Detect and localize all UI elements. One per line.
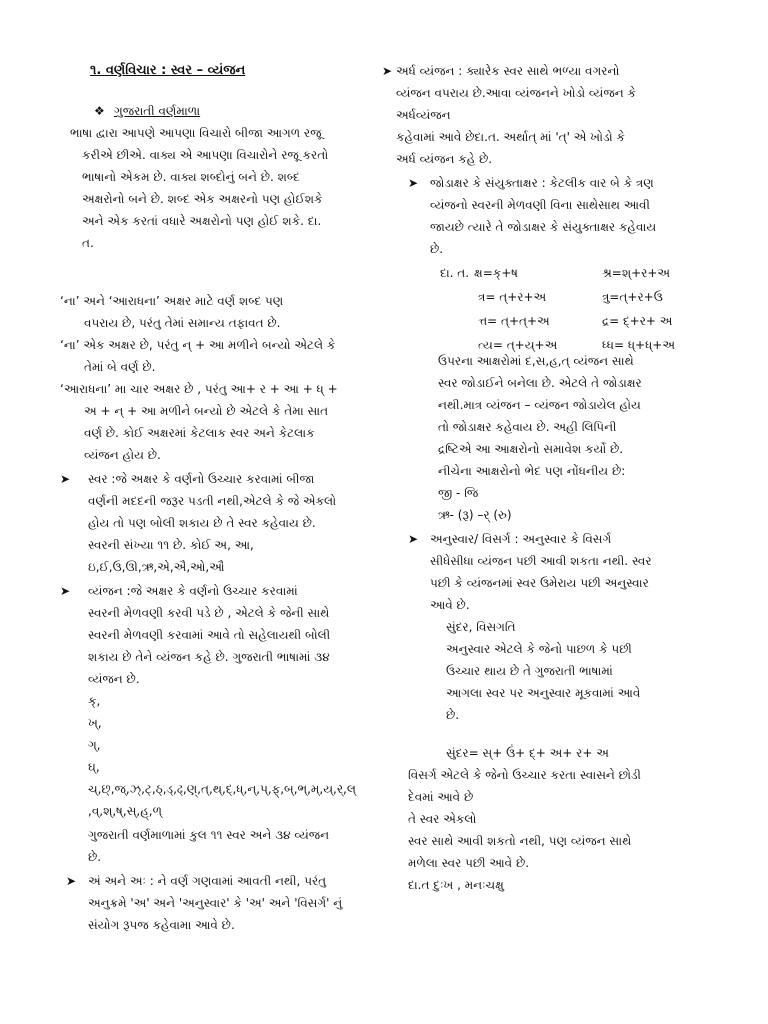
diamond-bullet-icon: ❖ <box>94 104 105 118</box>
arrow-bullet-icon: ➤ <box>408 176 419 190</box>
conjunct-grid: ક્ષ=ક્+ષ શ્ર=શ્+ર+અ ત્ર= ત્+ર+અ ત્રુ=ત્+ર+ઉ ત્ત= ત્+ત્+અ દ્ર= દ્+ર+ અ ત્ય= ત્+ય્+અ ધ્ધ= ધ્+ધ્+અ <box>474 266 675 352</box>
visarg-explanation: વિસર્ગ એટલે કે જેનો ઉચ્ચાર કરતા સ્વાસને છોડી દેવમાં આવે છે તે સ્વર એકલો સ્વર સાથે આવી શકતો નથી, પણ વ્યંજન સાથે મળેલા સ્વર પછી આવે છે. દા.ત દુઃખ , મનઃચક્ષુ <box>408 768 641 892</box>
summary-line: ગુજરાતી વર્ણમાળામાં કુલ ૧૧ સ્વર અને ૩૪ વ્યંજન છે. <box>88 828 330 864</box>
subheading: ❖ ગુજરાતી વર્ણમાળા <box>114 100 432 122</box>
conjunct-examples: દા. ત. ક્ષ=ક્+ષ શ્ર=શ્+ર+અ ત્ર= ત્+ર+અ ત્રુ=ત્+ર+ઉ ત્ત= ત્+ત્+અ દ્ર= દ્+ર+ અ ત્ય= ત્+ય્+અ ધ્ધ= ધ્+ધ્+અ <box>440 262 758 356</box>
swar-definition: ➤ સ્વર :જે અક્ષર કે વર્ણનો ઉચ્ચાર કરવામાં બીજા વર્ણની મદદની જરૂર પડતી નથી,એટલે કે જે એકલો હોય તો પણ બોલી શકાય છે તે સ્વર કહેવાય છે. સ્વરની સંખ્યા ૧૧ છે. કોઈ અ, આ, ઇ,ઈ,ઉ,ઊ,ઋ,એ,ઐ,ઓ,ઔ <box>88 468 406 578</box>
arrow-bullet-icon: ➤ <box>382 64 393 78</box>
intro-paragraph: ભાષા દ્વારા આપણે આપણા વિચારો બીજા આગળ રજૂ કરીએ છીએ. વાક્ય એ આપણા વિચારોને રજૂ કરતો ભાષાનો એકમ છે. વાક્ય શબ્દોનું બને છે. શબ્દ અક્ષરોનો બને છે. શબ્દ એક અક્ષરનો પણ હોઈશકે અને એક કરતાં વધારે અક્ષરોનો પણ હોઈ શકે. દા. ત. <box>70 126 329 250</box>
sundar-example: સુંદર= સ્+ ઉં+ દ્+ અ+ ર+ અ <box>446 746 609 760</box>
anusvar-detail: સુંદર, વિસગતિ અનુસ્વાર એટલે કે જેનો પાછળ કે પછી ઉચ્ચાર થાય છે તે ગુજરાતી ભાષામાં આગલા સ્વર પર અનુસ્વાર મૂકવામાં આવે છે. <box>446 620 641 722</box>
arrow-bullet-icon: ➤ <box>66 874 77 888</box>
jodakshar-explanation: ઉપરના આક્ષરોમાં દ,સ,હ,ત્ વ્યંજન સાથે સ્વર જોડાઈને બનેલા છે. એટલે તે જોડાક્ષર નથી.માત્ર વ્યંજન – વ્યંજન જોડાયેલ હોય તો જોડાક્ષર કહેવાય છે. અહી લિપિની દ્રષ્ટિએ આ આક્ષરોનો સમાવેશ કર્યો છે. નીચેના આક્ષરોનો ભેદ પણ નોંધનીય છે: જી - જિ ઋ- (રૂ) –ર્ (રુ) <box>438 354 642 522</box>
arrow-bullet-icon: ➤ <box>60 472 71 486</box>
jodakshar: ➤ જોડાક્ષર કે સંયુક્તાક્ષર : કેટલીક વાર બે કે ત્રણ વ્યંજનો સ્વરની મેળવણી વિના સાથેસાથ આવી જાયછે ત્યારે તે જોડાક્ષર કે સંયુક્તાક્ષર કહેવાય છે. <box>430 172 748 260</box>
example-aradhana: ‘આરાધના’ મા ચાર અક્ષર છે , પરંતુ આ+ ર + આ + ધ્ + અ + ન્ + આ મળીને બન્યો છે એટલે કે તેમા સાત વર્ણ છે. કોઈ અક્ષરમાં કેટલાક સ્વર અને કેટલાક વ્યંજન હોય છે. <box>60 382 338 462</box>
arrow-bullet-icon: ➤ <box>60 584 71 598</box>
anusvar-visarg: ➤ અનુસ્વાર/ વિસર્ગ : અનુસ્વાર કે વિસર્ગ સીધેસીધા વ્યંજન પછી આવી શકતા નથી. સ્વર પછી કે વ્યંજનમાં સ્વર ઉમેરાય પછી અનુસ્વાર આવે છે. <box>430 528 748 616</box>
ardh-vyanjan: ➤ અર્ધ વ્યંજન : ક્યારેક સ્વર સાથે ભળ્યા વગરનો વ્યંજન વપરાય છે.આવા વ્યંજનને ખોડો વ્યંજન કે અર્ધવ્યંજન કહેવામાં આવે છેદા.ત. અર્થાત્ માં 'ત્' એ ખોડો કે અર્ધ વ્યંજન કહે છે. <box>396 60 714 170</box>
vyanjan-definition: ➤ વ્યંજન :જે અક્ષર કે વર્ણનો ઉચ્ચાર કરવામાં સ્વરની મેળવણી કરવી પડે છે , એટલે કે જેની સાથે સ્વરની મેળવણી કરવામાં આવે તો સહેલાયથી બોલી શકાય છે તેને વ્યંજન કહે છે. ગુજરાતી ભાષામાં ૩૪ વ્યંજન છે. <box>88 580 406 690</box>
consonant-list: ક્, ખ્, ગ્, ઘ્, ચ્,છ્,જ્,ઝ્,ટ્,ઠ્,ડ્,ઢ્,ણ્,ત્,થ્,દ્,ધ્,ન્,પ્,ફ્,બ્,ભ્,મ્,ય્,ર્,લ્ ,વ્,શ્,ષ્,સ્,હ્,ળ્ <box>88 694 356 818</box>
example-na: ‘ના’ એક અક્ષર છે, પરંતુ ન્ + આ મળીને બન્યો એટલે કે તેમાં બે વર્ણ છે. <box>60 338 336 374</box>
anusvar-visarg-note: ➤ અં અને અઃ : ને વર્ણ ગણવામાં આવતી નથી, પરંતુ અનુક્રમે 'અ' અને 'અનુસ્વાર' કે 'અ' અને 'વિસર્ગ' નું સંયોગ રૂપજ કહેવામા આવે છે. <box>88 870 406 936</box>
example-na-aradhana: ‘ના’ અને ‘આરાધના’ અક્ષર માટે વર્ણ શબ્દ પણ વપરાય છે, પરંતુ તેમાં સમાન્ય તફાવત છે. <box>60 294 284 330</box>
section-title: ૧. વર્ણવિચાર : સ્વર – વ્યંજન <box>90 63 246 78</box>
arrow-bullet-icon: ➤ <box>408 532 419 546</box>
